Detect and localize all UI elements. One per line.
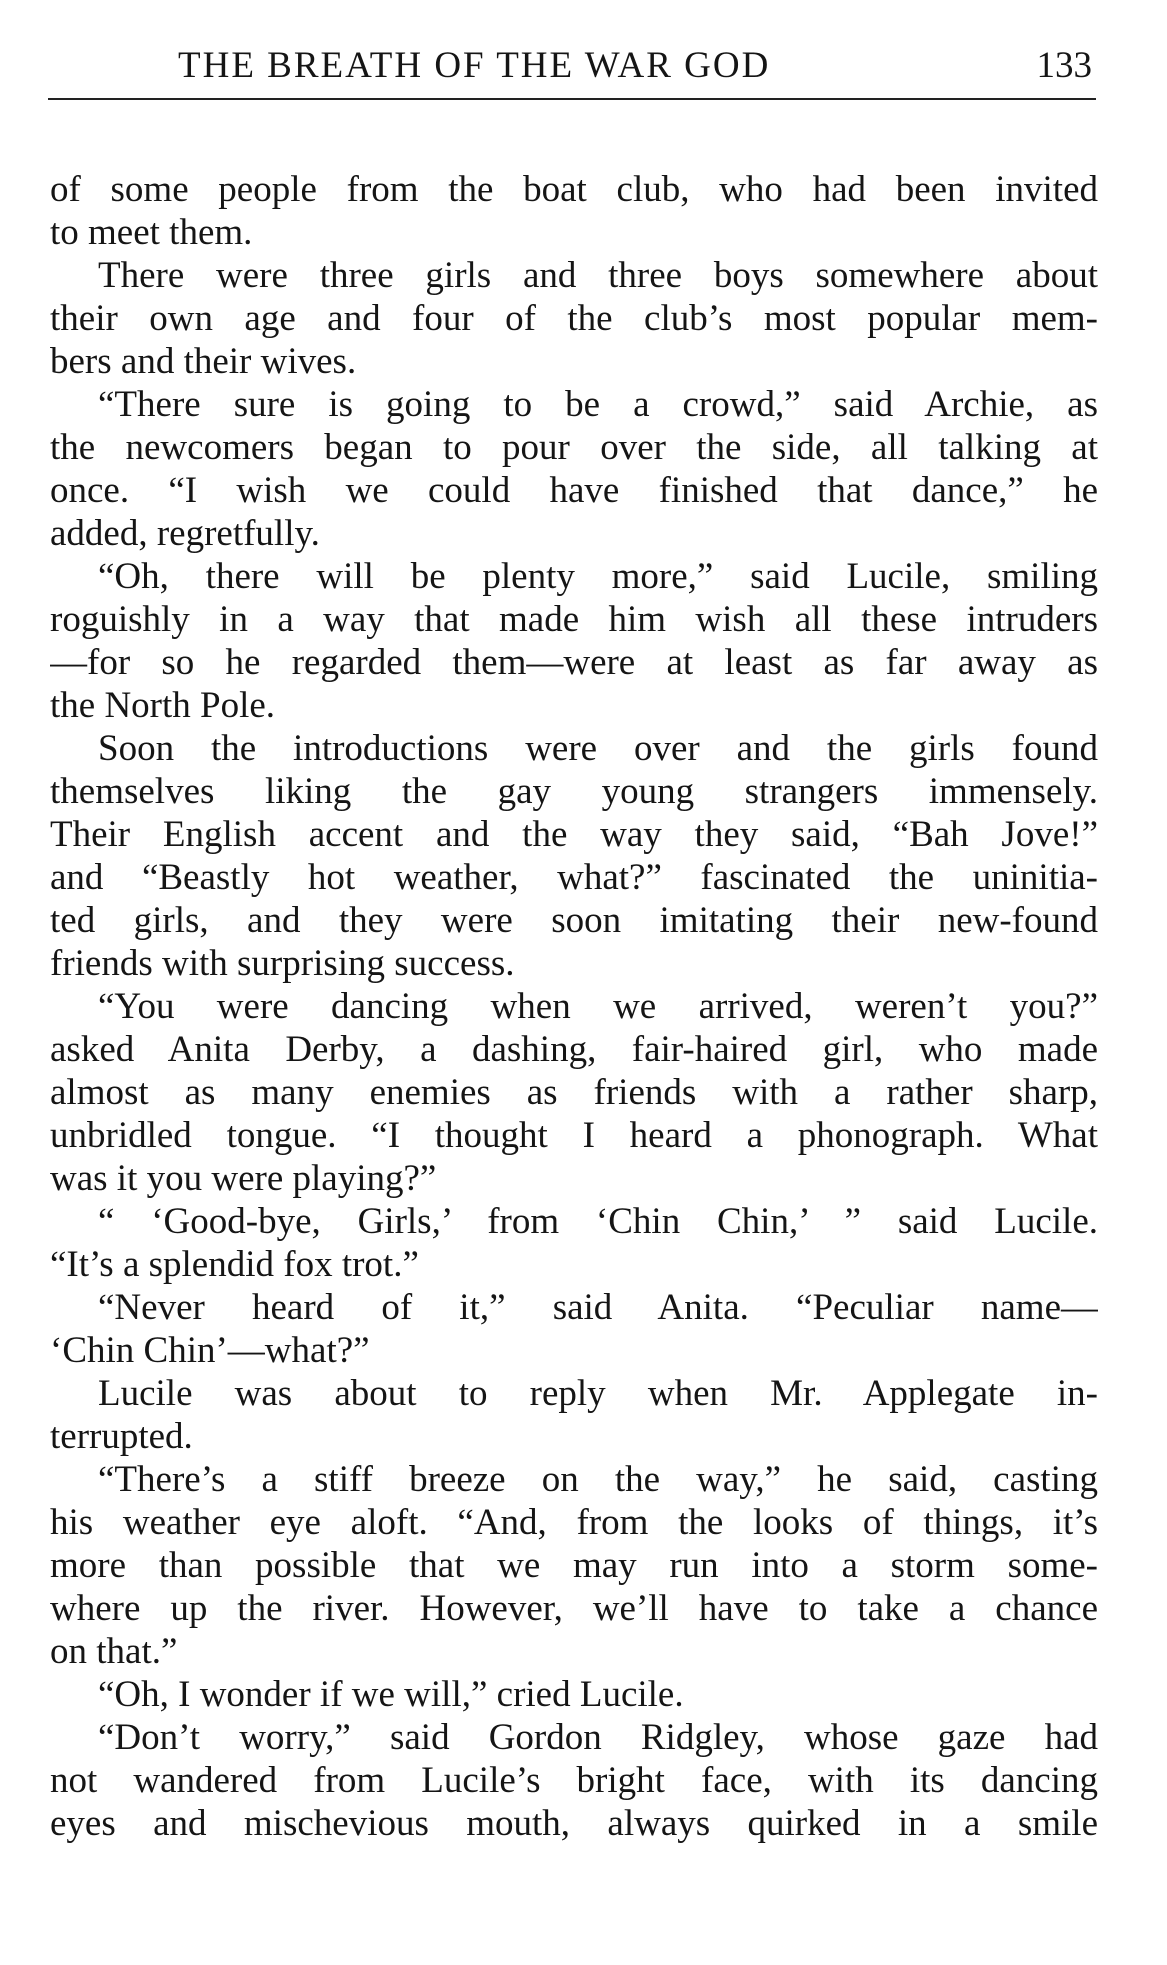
text-line: the North Pole. <box>50 685 276 726</box>
text-line: almost as many enemies as friends with a rather sharp, <box>50 1072 1098 1113</box>
page-number: 133 <box>1036 45 1092 86</box>
text-line: unbridled tongue. “I thought I heard a phonograph. What <box>50 1115 1098 1156</box>
running-title: THE BREATH OF THE WAR GOD <box>178 45 771 86</box>
text-line: Lucile was about to reply when Mr. Applegate in- <box>98 1373 1098 1414</box>
text-line: and “Beastly hot weather, what?” fascinated the uninitia- <box>50 857 1098 898</box>
text-line: There were three girls and three boys somewhere about <box>98 255 1098 296</box>
text-line: once. “I wish we could have finished that dance,” he <box>50 470 1098 511</box>
text-line: ‘Chin Chin’—what?” <box>50 1330 370 1371</box>
text-line: “There’s a stiff breeze on the way,” he said, casting <box>98 1459 1098 1500</box>
text-line: more than possible that we may run into a storm some- <box>50 1545 1098 1586</box>
text-line: “ ‘Good-bye, Girls,’ from ‘Chin Chin,’ ” said Lucile. <box>98 1201 1098 1242</box>
text-line: —for so he regarded them—were at least as far away as <box>50 642 1098 683</box>
text-line: “It’s a splendid fox trot.” <box>50 1244 419 1285</box>
text-line: roguishly in a way that made him wish all these intruders <box>50 599 1098 640</box>
text-line: “You were dancing when we arrived, weren’t you?” <box>98 986 1098 1027</box>
text-line: eyes and mischevious mouth, always quirked in a smile <box>50 1803 1098 1844</box>
text-line: their own age and four of the club’s most popular mem- <box>50 298 1098 339</box>
text-line: his weather eye aloft. “And, from the looks of things, it’s <box>50 1502 1098 1543</box>
text-line: of some people from the boat club, who had been invited <box>50 169 1098 210</box>
body-text <box>50 168 1098 1845</box>
text-line: “There sure is going to be a crowd,” said Archie, as <box>98 384 1098 425</box>
text-line: “Oh, there will be plenty more,” said Lucile, smiling <box>98 556 1098 597</box>
text-line: not wandered from Lucile’s bright face, with its dancing <box>50 1760 1098 1801</box>
text-line: “Never heard of it,” said Anita. “Peculiar name— <box>98 1287 1098 1328</box>
text-line: “Don’t worry,” said Gordon Ridgley, whose gaze had <box>98 1717 1098 1758</box>
text-line: friends with surprising success. <box>50 943 515 984</box>
text-line: where up the river. However, we’ll have to take a chance <box>50 1588 1098 1629</box>
text-line: was it you were playing?” <box>50 1158 437 1199</box>
text-line: terrupted. <box>50 1416 193 1457</box>
text-line: Soon the introductions were over and the girls found <box>98 728 1098 769</box>
text-line: Their English accent and the way they said, “Bah Jove!” <box>50 814 1098 855</box>
text-line: the newcomers began to pour over the side, all talking at <box>50 427 1098 468</box>
text-line: added, regretfully. <box>50 513 320 554</box>
text-line: to meet them. <box>50 212 253 253</box>
running-head <box>48 38 1096 100</box>
text-line: “Oh, I wonder if we will,” cried Lucile. <box>98 1674 684 1715</box>
text-line: ted girls, and they were soon imitating their new-found <box>50 900 1098 941</box>
text-line: asked Anita Derby, a dashing, fair-haired girl, who made <box>50 1029 1098 1070</box>
text-line: bers and their wives. <box>50 341 357 382</box>
text-line: on that.” <box>50 1631 178 1672</box>
text-line: themselves liking the gay young strangers immensely. <box>50 771 1098 812</box>
